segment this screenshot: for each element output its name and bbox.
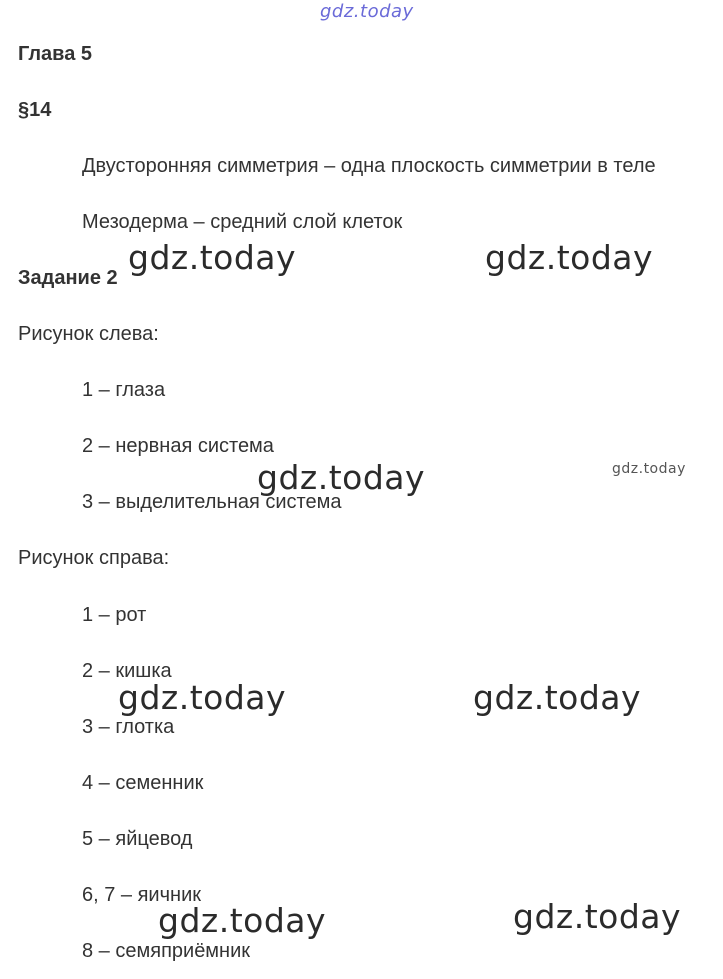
- list-item: 5 – яйцевод: [82, 828, 193, 850]
- list-item: 1 – глаза: [82, 379, 166, 401]
- watermark: gdz.today: [485, 238, 654, 277]
- right-figure-heading: Рисунок справа:: [18, 547, 170, 569]
- list-item: 6, 7 – яичник: [82, 884, 201, 906]
- list-item: 2 – кишка: [82, 660, 172, 682]
- watermark-small: gdz.today: [612, 461, 686, 477]
- watermark: gdz.today: [158, 901, 327, 940]
- watermark: gdz.today: [513, 897, 682, 936]
- list-item: 1 – рот: [82, 604, 147, 626]
- list-item: 2 – нервная система: [82, 435, 274, 457]
- list-item: 4 – семенник: [82, 772, 204, 794]
- list-item: 3 – выделительная система: [82, 491, 342, 513]
- left-figure-heading: Рисунок слева:: [18, 323, 159, 345]
- list-item: 3 – глотка: [82, 716, 175, 738]
- list-item: 8 – семяприёмник: [82, 940, 251, 962]
- definition-item: Двусторонняя симметрия – одна плоскость симметрии в теле: [82, 155, 656, 177]
- watermark: gdz.today: [118, 678, 287, 717]
- watermark: gdz.today: [257, 458, 426, 497]
- header-watermark: gdz.today: [320, 1, 414, 22]
- watermark: gdz.today: [473, 678, 642, 717]
- paragraph-heading: §14: [18, 99, 52, 121]
- chapter-heading: Глава 5: [18, 43, 93, 65]
- definition-item: Мезодерма – средний слой клеток: [82, 211, 403, 233]
- watermark: gdz.today: [128, 238, 297, 277]
- task-title: Задание 2: [18, 267, 118, 289]
